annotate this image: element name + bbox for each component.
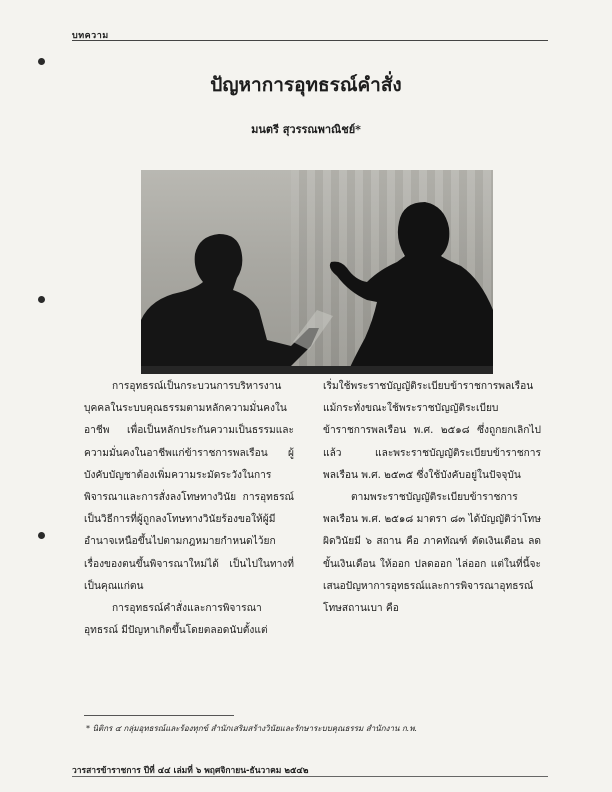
silhouettes bbox=[141, 170, 493, 374]
section-tag: บทความ bbox=[72, 31, 109, 41]
paper-sheet bbox=[293, 310, 333, 350]
body-paragraph: การอุทธรณ์เป็นกระบวนการบริหารงานบุคคลในระบบคุณธรรมตามหลักความมั่นคงในอาชีพ เพื่อเป็นหลักประกันความเป็นธรรมและความมั่นคงในอาชีพแก่ข้าราชการพลเรือน ผู้บังคับบัญชาต้องเพิ่มความระมัดระวังในการพิจารณาและการสั่งลงโทษทางวินัย การอุทธรณ์เป็นวิธีการที่ผู้ถูกลงโทษทางวินัยร้องขอให้ผู้มีอำนาจเหนือขึ้นไปตามกฎหมายกำหนดไว้ยกเรื่องของตนขึ้นพิจารณาใหม่ได้ เป็นไปในทางที่เป็นคุณแก่ตน bbox=[84, 381, 294, 592]
body-paragraph: เริ่มใช้พระราชบัญญัติระเบียบข้าราชการพลเรือน แม้กระทั่งขณะใช้พระราชบัญญัติระเบียบข้าราชการพลเรือน พ.ศ. ๒๕๑๘ ซึ่งถูกยกเลิกไปแล้ว และพระราชบัญญัติระเบียบข้าราชการพลเรือน พ.ศ. ๒๕๓๕ ซึ่งใช้บังคับอยู่ในปัจจุบัน bbox=[323, 381, 541, 481]
left-column bbox=[84, 376, 294, 642]
header-rule bbox=[72, 40, 548, 41]
footnote: * นิติกร ๔ กลุ่มอุทธรณ์และร้องทุกข์ สำนักเสริมสร้างวินัยและรักษาระบบคุณธรรม สำนักงาน ก.พ. bbox=[86, 724, 418, 733]
table-edge bbox=[141, 366, 493, 374]
right-column bbox=[323, 376, 541, 620]
binder-hole-top bbox=[38, 58, 45, 65]
article-photo bbox=[141, 170, 493, 374]
binder-hole-bottom bbox=[38, 532, 45, 539]
footnote-rule bbox=[84, 715, 234, 716]
listener-silhouette bbox=[141, 234, 319, 374]
article-author: มนตรี สุวรรณพาณิชย์* bbox=[251, 123, 361, 136]
footer-rule bbox=[72, 776, 548, 777]
article-title: ปัญหาการอุทธรณ์คำสั่ง bbox=[210, 74, 402, 96]
journal-footer: วารสารข้าราชการ ปีที่ ๔๔ เล่มที่ ๖ พฤศจิกายน-ธันวาคม ๒๕๔๒ bbox=[72, 766, 309, 776]
binder-hole-middle bbox=[38, 296, 45, 303]
body-paragraph: ตามพระราชบัญญัติระเบียบข้าราชการพลเรือน พ.ศ. ๒๕๑๘ มาตรา ๘๓ ได้บัญญัติว่าโทษผิดวินัยมี ๖ สถาน คือ ภาคทัณฑ์ ตัดเงินเดือน ลดขั้นเงินเดือน ให้ออก ปลดออก ไล่ออก แต่ในที่นี้จะเสนอปัญหาการอุทธรณ์และการพิจารณาอุทธรณ์โทษสถานเบา คือ bbox=[323, 492, 541, 615]
speaker-silhouette bbox=[330, 202, 493, 374]
body-paragraph: การอุทธรณ์คำสั่งและการพิจารณาอุทธรณ์ มีปัญหาเกิดขึ้นโดยตลอดนับตั้งแต่ bbox=[84, 603, 268, 637]
